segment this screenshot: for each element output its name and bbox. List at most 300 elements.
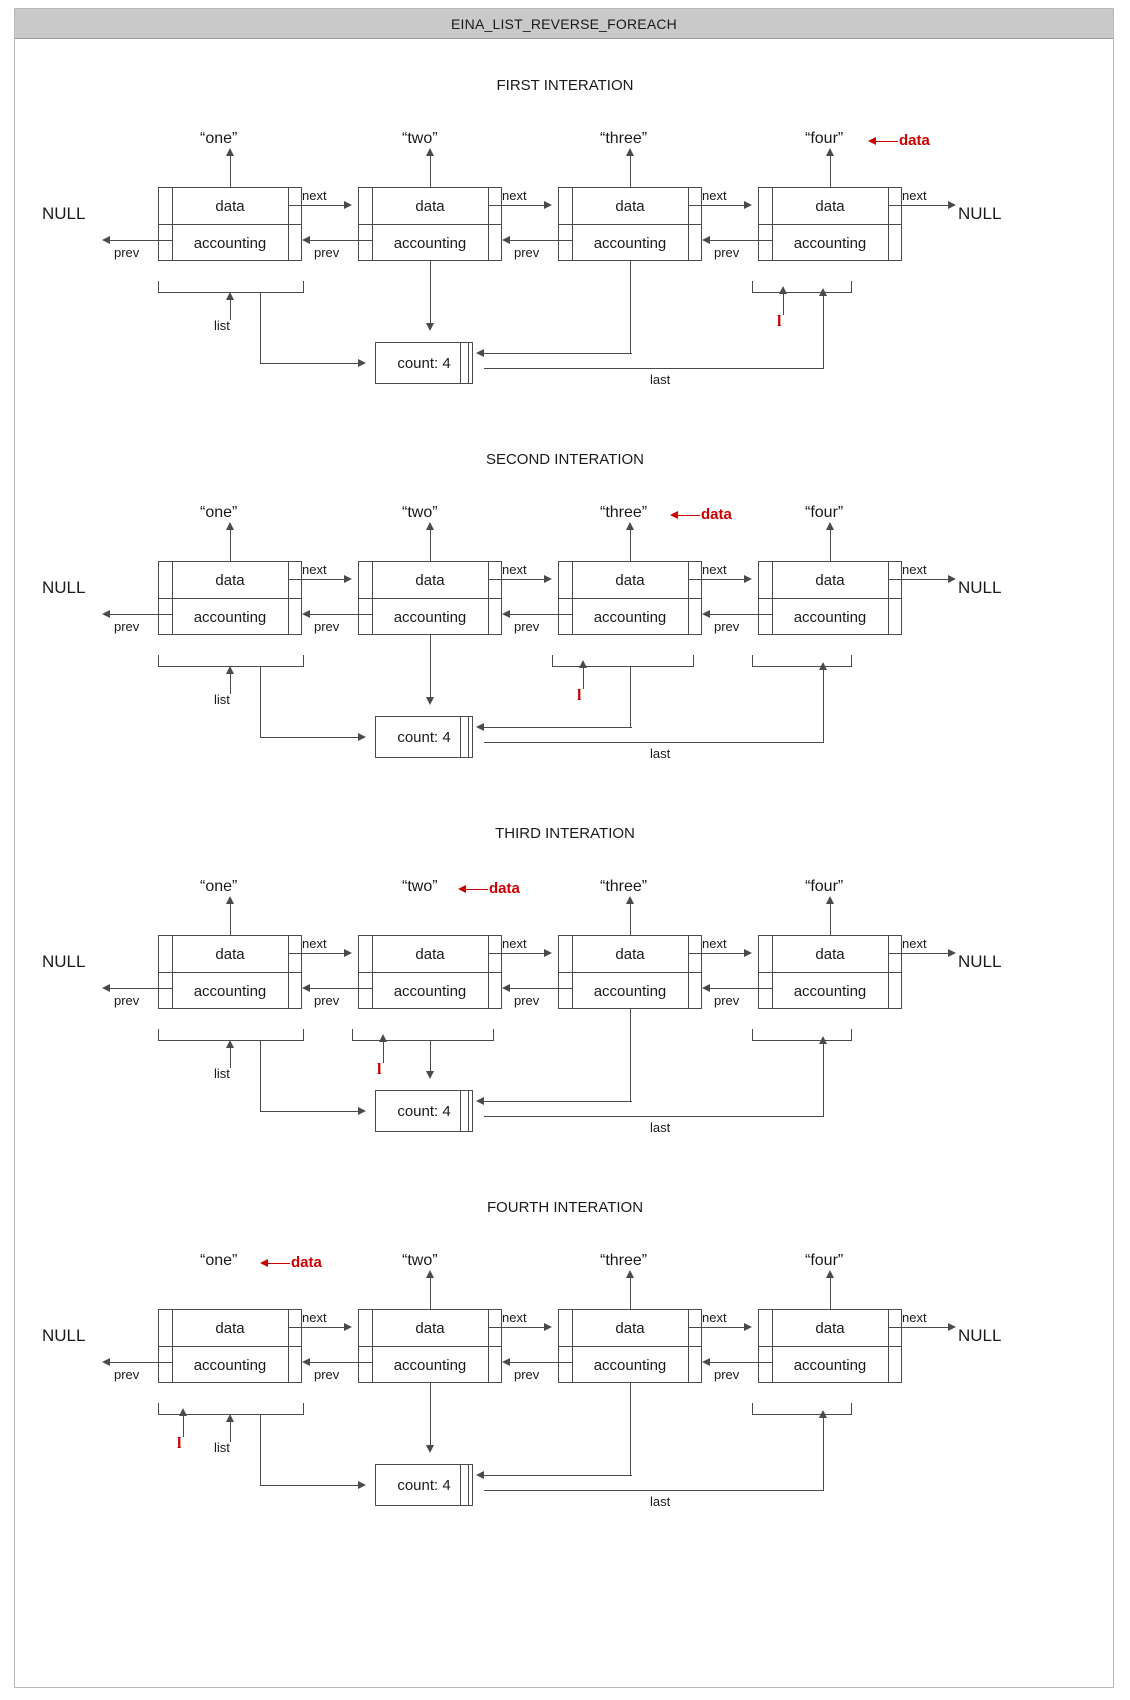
node-label-one: “one” <box>200 878 238 895</box>
node-data-cell: data <box>759 936 901 973</box>
node-divider <box>172 935 173 1009</box>
node-accounting-cell: accounting <box>393 235 467 252</box>
connector <box>430 1041 431 1073</box>
node-divider <box>488 935 489 1009</box>
node-data-cell: data <box>559 936 701 973</box>
node-label-two: “two” <box>402 504 438 521</box>
accounting-count-box: count: 4 <box>375 1464 473 1506</box>
next-label: next <box>702 188 727 203</box>
prev-arrow <box>302 1358 310 1366</box>
data-pointer-arrow <box>670 511 678 519</box>
list-pointer-arrow <box>226 1040 234 1048</box>
data-pointer-line <box>874 141 898 142</box>
node-accounting-cell: accounting <box>593 609 667 626</box>
prev-label: prev <box>714 245 740 260</box>
last-pointer-line <box>484 1116 824 1117</box>
connector <box>630 1383 631 1475</box>
last-pointer-line <box>823 1040 824 1116</box>
next-arrow <box>544 949 552 957</box>
next-label: next <box>302 1310 327 1325</box>
node-data-cell: data <box>759 188 901 225</box>
connector <box>830 152 831 187</box>
node-divider <box>288 561 289 635</box>
connector <box>430 1383 431 1447</box>
next-link <box>688 579 746 580</box>
next-label: next <box>702 1310 727 1325</box>
prev-label: prev <box>714 993 740 1008</box>
node-accounting-cell: accounting <box>793 609 867 626</box>
l-pointer-arrow <box>379 1034 387 1042</box>
connector <box>260 1415 261 1485</box>
node-accounting-cell: accounting <box>193 235 267 252</box>
next-arrow <box>948 201 956 209</box>
node-divider <box>888 561 889 635</box>
prev-label: prev <box>714 619 740 634</box>
prev-arrow <box>502 236 510 244</box>
node-divider <box>372 935 373 1009</box>
node-divider <box>772 935 773 1009</box>
connector-arrow <box>476 349 484 357</box>
l-pointer-label: l <box>777 313 782 330</box>
connector-arrow <box>426 697 434 705</box>
next-arrow <box>744 575 752 583</box>
data-pointer-line <box>464 889 488 890</box>
section-heading: SECOND INTERATION <box>485 451 645 468</box>
next-label: next <box>502 188 527 203</box>
prev-label: prev <box>314 993 340 1008</box>
node-data-cell: data <box>559 562 701 599</box>
connector <box>630 1274 631 1309</box>
next-link <box>888 579 950 580</box>
list-node-one <box>158 187 302 261</box>
connector-arrow <box>826 896 834 904</box>
connector <box>630 152 631 187</box>
connector <box>430 1274 431 1309</box>
prev-arrow <box>302 236 310 244</box>
connector <box>484 353 632 354</box>
prev-arrow <box>102 236 110 244</box>
list-node-two <box>358 561 502 635</box>
node-label-three: “three” <box>600 504 648 521</box>
section-fourth-interation <box>0 1122 1130 1542</box>
l-pointer-arrow <box>179 1408 187 1416</box>
connector <box>430 526 431 561</box>
node-label-four: “four” <box>805 504 844 521</box>
node-divider <box>688 561 689 635</box>
prev-link <box>110 614 172 615</box>
prev-arrow <box>502 984 510 992</box>
prev-link <box>110 240 172 241</box>
node-divider <box>688 187 689 261</box>
accounting-bracket <box>752 281 852 293</box>
connector-arrow <box>226 896 234 904</box>
list-node-four <box>758 561 902 635</box>
node-accounting-cell: accounting <box>793 1357 867 1374</box>
last-pointer-label: last <box>650 1494 671 1509</box>
prev-label: prev <box>514 993 540 1008</box>
next-link <box>888 953 950 954</box>
next-link <box>488 1327 546 1328</box>
next-arrow <box>744 949 752 957</box>
last-pointer-arrow <box>819 1036 827 1044</box>
node-label-two: “two” <box>402 878 438 895</box>
node-divider <box>572 1309 573 1383</box>
prev-arrow <box>502 1358 510 1366</box>
null-left: NULL <box>42 578 86 597</box>
null-left: NULL <box>42 204 86 223</box>
node-data-cell: data <box>559 1310 701 1347</box>
connector-arrow <box>626 1270 634 1278</box>
node-data-cell: data <box>159 1310 301 1347</box>
node-divider <box>288 187 289 261</box>
data-pointer-line <box>676 515 700 516</box>
next-label: next <box>302 936 327 951</box>
node-label-three: “three” <box>600 1252 648 1269</box>
next-arrow <box>948 1323 956 1331</box>
prev-link <box>510 988 572 989</box>
connector-arrow <box>358 359 366 367</box>
prev-arrow <box>702 984 710 992</box>
next-link <box>888 1327 950 1328</box>
connector <box>484 727 632 728</box>
next-label: next <box>902 562 927 577</box>
prev-label: prev <box>714 1367 740 1382</box>
connector-arrow <box>426 522 434 530</box>
node-label-one: “one” <box>200 504 238 521</box>
connector <box>260 1041 261 1111</box>
last-pointer-line <box>823 292 824 368</box>
data-pointer-label: data <box>701 506 732 523</box>
connector-arrow <box>826 522 834 530</box>
null-left: NULL <box>42 1326 86 1345</box>
prev-link <box>310 1362 372 1363</box>
node-divider <box>572 561 573 635</box>
connector <box>430 261 431 325</box>
next-link <box>888 205 950 206</box>
next-link <box>688 953 746 954</box>
prev-link <box>510 614 572 615</box>
node-data-cell: data <box>359 1310 501 1347</box>
data-pointer-arrow <box>260 1259 268 1267</box>
l-pointer-arrow <box>779 286 787 294</box>
l-pointer-label: l <box>177 1435 182 1452</box>
last-pointer-line <box>484 368 824 369</box>
next-arrow <box>744 1323 752 1331</box>
list-node-one <box>158 561 302 635</box>
prev-link <box>110 988 172 989</box>
prev-label: prev <box>514 245 540 260</box>
next-link <box>488 579 546 580</box>
connector-arrow <box>226 522 234 530</box>
next-label: next <box>302 188 327 203</box>
connector <box>260 667 261 737</box>
next-link <box>488 205 546 206</box>
list-node-three <box>558 935 702 1009</box>
connector <box>260 1485 360 1486</box>
prev-label: prev <box>114 993 140 1008</box>
node-divider <box>572 935 573 1009</box>
prev-label: prev <box>314 619 340 634</box>
connector-arrow <box>426 148 434 156</box>
diagram-title: EINA_LIST_REVERSE_FOREACH <box>15 9 1113 39</box>
connector <box>630 526 631 561</box>
node-data-cell: data <box>759 562 901 599</box>
list-pointer-arrow <box>226 1414 234 1422</box>
node-divider <box>372 561 373 635</box>
node-divider <box>488 561 489 635</box>
node-data-cell: data <box>159 936 301 973</box>
next-arrow <box>948 949 956 957</box>
list-pointer-label: list <box>214 692 230 707</box>
null-right: NULL <box>958 578 1002 597</box>
count-box-divider <box>460 1464 461 1506</box>
node-label-two: “two” <box>402 1252 438 1269</box>
next-link <box>288 579 346 580</box>
prev-link <box>710 988 772 989</box>
prev-link <box>310 988 372 989</box>
null-right: NULL <box>958 952 1002 971</box>
next-label: next <box>502 936 527 951</box>
list-node-two <box>358 187 502 261</box>
connector-arrow <box>626 896 634 904</box>
connector <box>630 1009 631 1101</box>
list-pointer-arrow <box>226 292 234 300</box>
last-pointer-label: last <box>650 746 671 761</box>
connector-arrow <box>626 522 634 530</box>
last-pointer-label: last <box>650 372 671 387</box>
prev-arrow <box>302 984 310 992</box>
data-pointer-label: data <box>489 880 520 897</box>
prev-label: prev <box>114 245 140 260</box>
prev-label: prev <box>114 1367 140 1382</box>
list-node-one <box>158 1309 302 1383</box>
prev-label: prev <box>114 619 140 634</box>
next-link <box>288 205 346 206</box>
prev-arrow <box>102 984 110 992</box>
list-node-three <box>558 1309 702 1383</box>
next-label: next <box>502 1310 527 1325</box>
last-pointer-label: last <box>650 1120 671 1135</box>
connector <box>230 900 231 935</box>
prev-arrow <box>102 1358 110 1366</box>
node-divider <box>688 1309 689 1383</box>
list-pointer-label: list <box>214 318 230 333</box>
connector <box>630 261 631 353</box>
node-label-one: “one” <box>200 1252 238 1269</box>
connector <box>430 152 431 187</box>
section-first-interation <box>0 0 1130 420</box>
connector <box>260 293 261 363</box>
prev-link <box>710 1362 772 1363</box>
node-data-cell: data <box>359 562 501 599</box>
connector-arrow <box>476 1097 484 1105</box>
connector-arrow <box>476 723 484 731</box>
accounting-count-box: count: 4 <box>375 1090 473 1132</box>
node-accounting-cell: accounting <box>593 1357 667 1374</box>
node-divider <box>172 561 173 635</box>
data-pointer-label: data <box>291 1254 322 1271</box>
prev-link <box>710 240 772 241</box>
l-pointer-arrow <box>579 660 587 668</box>
accounting-bracket <box>752 655 852 667</box>
accounting-bracket <box>552 655 694 667</box>
next-arrow <box>544 575 552 583</box>
list-node-four <box>758 187 902 261</box>
data-pointer-arrow <box>458 885 466 893</box>
node-label-three: “three” <box>600 130 648 147</box>
node-data-cell: data <box>759 1310 901 1347</box>
connector-arrow <box>426 1445 434 1453</box>
next-label: next <box>902 936 927 951</box>
section-heading: FOURTH INTERATION <box>486 1199 644 1216</box>
next-label: next <box>902 1310 927 1325</box>
accounting-bracket <box>752 1029 852 1041</box>
connector-arrow <box>358 733 366 741</box>
next-link <box>488 953 546 954</box>
prev-arrow <box>502 610 510 618</box>
connector <box>830 900 831 935</box>
next-label: next <box>702 562 727 577</box>
last-pointer-arrow <box>819 1410 827 1418</box>
list-node-two <box>358 935 502 1009</box>
node-accounting-cell: accounting <box>593 983 667 1000</box>
node-label-four: “four” <box>805 130 844 147</box>
node-accounting-cell: accounting <box>393 609 467 626</box>
prev-arrow <box>702 236 710 244</box>
connector <box>484 1475 632 1476</box>
connector-arrow <box>826 1270 834 1278</box>
list-node-four <box>758 935 902 1009</box>
node-divider <box>172 1309 173 1383</box>
next-arrow <box>544 1323 552 1331</box>
connector <box>830 526 831 561</box>
connector <box>484 1101 632 1102</box>
l-pointer-label: l <box>377 1061 382 1078</box>
section-heading: THIRD INTERATION <box>495 825 635 842</box>
next-link <box>288 953 346 954</box>
next-label: next <box>902 188 927 203</box>
connector-arrow <box>476 1471 484 1479</box>
node-divider <box>688 935 689 1009</box>
node-accounting-cell: accounting <box>193 1357 267 1374</box>
list-pointer-label: list <box>214 1440 230 1455</box>
node-accounting-cell: accounting <box>193 983 267 1000</box>
section-second-interation <box>0 374 1130 794</box>
connector <box>260 737 360 738</box>
prev-link <box>310 614 372 615</box>
last-pointer-line <box>484 742 824 743</box>
connector <box>260 363 360 364</box>
connector-arrow <box>226 148 234 156</box>
next-link <box>688 1327 746 1328</box>
last-pointer-line <box>823 1414 824 1490</box>
node-divider <box>888 187 889 261</box>
next-label: next <box>502 562 527 577</box>
node-data-cell: data <box>159 188 301 225</box>
node-accounting-cell: accounting <box>793 983 867 1000</box>
connector <box>430 635 431 699</box>
connector-arrow <box>826 148 834 156</box>
node-label-four: “four” <box>805 878 844 895</box>
node-label-one: “one” <box>200 130 238 147</box>
prev-label: prev <box>514 1367 540 1382</box>
node-label-three: “three” <box>600 878 648 895</box>
node-label-four: “four” <box>805 1252 844 1269</box>
next-link <box>288 1327 346 1328</box>
connector <box>260 1111 360 1112</box>
prev-link <box>510 240 572 241</box>
node-divider <box>488 187 489 261</box>
node-accounting-cell: accounting <box>793 235 867 252</box>
prev-label: prev <box>314 1367 340 1382</box>
connector <box>830 1274 831 1309</box>
next-arrow <box>744 201 752 209</box>
list-pointer-label: list <box>214 1066 230 1081</box>
connector-arrow <box>426 323 434 331</box>
connector-arrow <box>358 1481 366 1489</box>
prev-link <box>310 240 372 241</box>
node-divider <box>772 1309 773 1383</box>
node-divider <box>372 187 373 261</box>
node-divider <box>572 187 573 261</box>
node-divider <box>288 935 289 1009</box>
list-pointer-arrow <box>226 666 234 674</box>
node-divider <box>772 561 773 635</box>
accounting-bracket <box>752 1403 852 1415</box>
data-pointer-label: data <box>899 132 930 149</box>
connector <box>630 667 631 727</box>
prev-label: prev <box>514 619 540 634</box>
list-node-three <box>558 561 702 635</box>
data-pointer-arrow <box>868 137 876 145</box>
accounting-count-box: count: 4 <box>375 716 473 758</box>
list-node-three <box>558 187 702 261</box>
node-divider <box>772 187 773 261</box>
connector <box>230 526 231 561</box>
null-left: NULL <box>42 952 86 971</box>
connector-arrow <box>626 148 634 156</box>
next-arrow <box>544 201 552 209</box>
prev-link <box>510 1362 572 1363</box>
next-arrow <box>344 1323 352 1331</box>
section-third-interation <box>0 748 1130 1168</box>
next-label: next <box>702 936 727 951</box>
prev-link <box>710 614 772 615</box>
prev-arrow <box>702 1358 710 1366</box>
null-right: NULL <box>958 204 1002 223</box>
accounting-count-box: count: 4 <box>375 342 473 384</box>
accounting-bracket <box>352 1029 494 1041</box>
last-pointer-line <box>823 666 824 742</box>
last-pointer-line <box>484 1490 824 1491</box>
node-divider <box>172 187 173 261</box>
connector-arrow <box>426 1071 434 1079</box>
node-label-two: “two” <box>402 130 438 147</box>
next-arrow <box>344 575 352 583</box>
node-accounting-cell: accounting <box>593 235 667 252</box>
next-arrow <box>948 575 956 583</box>
prev-label: prev <box>314 245 340 260</box>
node-divider <box>288 1309 289 1383</box>
node-accounting-cell: accounting <box>193 609 267 626</box>
node-accounting-cell: accounting <box>393 1357 467 1374</box>
list-node-two <box>358 1309 502 1383</box>
prev-arrow <box>702 610 710 618</box>
list-node-one <box>158 935 302 1009</box>
node-data-cell: data <box>359 188 501 225</box>
node-data-cell: data <box>159 562 301 599</box>
section-heading: FIRST INTERATION <box>496 77 634 94</box>
